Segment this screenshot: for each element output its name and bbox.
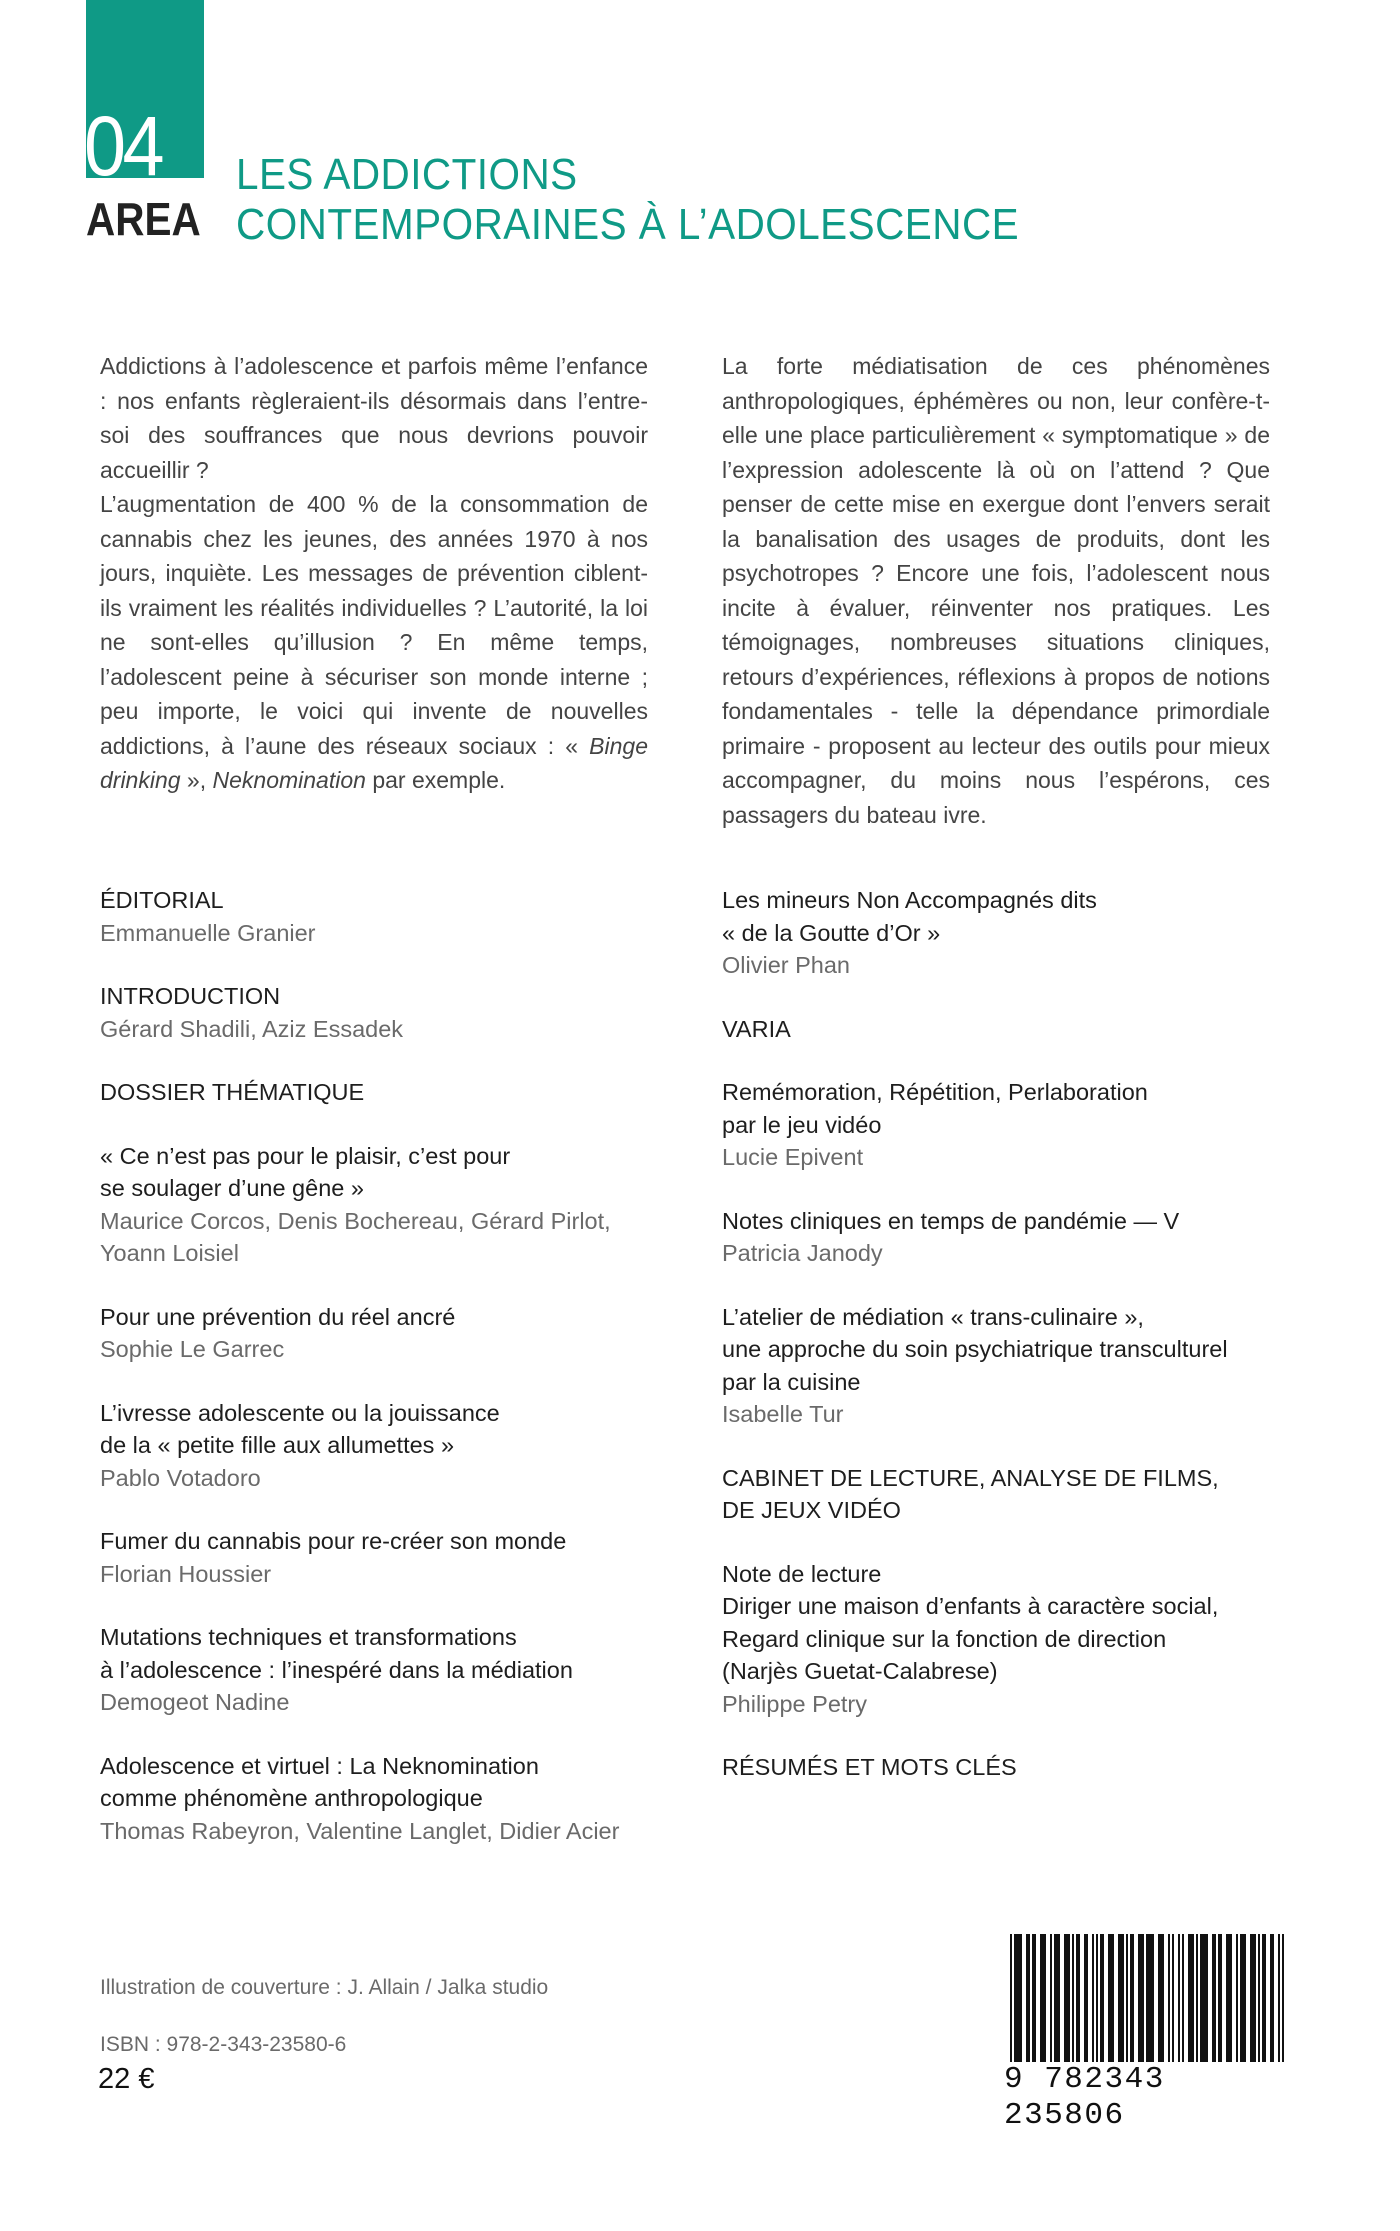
barcode-bar: [1096, 1934, 1098, 2070]
toc-section-dossier: DOSSIER THÉMATIQUE: [100, 1079, 365, 1105]
barcode-bar: [1108, 1934, 1114, 2070]
barcode-bar: [1092, 1934, 1094, 2070]
toc-entry: Remémoration, Répétition, Perlaboration par le jeu vidéo Lucie Epivent: [722, 1079, 1148, 1170]
toc-entry-introduction: INTRODUCTION Gérard Shadili, Aziz Essadek: [100, 983, 404, 1042]
toc-entry: Mutations techniques et transformations à l’adolescence : l’inespéré dans la médiation Demogeot Nadine: [100, 1624, 573, 1715]
barcode-bar: [1278, 1934, 1280, 2070]
toc-right-column: [722, 884, 1322, 1815]
barcode-bar: [1218, 1934, 1222, 2070]
title-line-2: CONTEMPORAINES À L’ADOLESCENCE: [236, 200, 1020, 249]
barcode-bar: [1188, 1934, 1194, 2070]
barcode-bar: [1168, 1934, 1170, 2070]
barcode-bar: [1236, 1934, 1238, 2070]
toc-entry: Fumer du cannabis pour re-créer son monde Florian Houssier: [100, 1528, 567, 1587]
barcode-bar: [1258, 1934, 1260, 2070]
intro-right-paragraph: La forte médiatisation de ces phénomènes anthropologiques, éphémères ou non, leur confère-t-elle une place particulièrement « symptomatique » de l’expression adolescente là où on l’attend ? Que penser de cette mise en exergue dont l’envers serait la banalisation des usages de produits, dont les psychotropes ? Encore une fois, l’adolescent nous incite à évaluer, réinventer nos pratiques. Les témoignages, nombreuses situations cliniques, retours d’expériences, réflexions à propos de notions fondamentales - telle la dépendance primordiale primaire - proposent au lecteur des outils pour mieux accompagner, du moins nous l’espérons, ces passagers du bateau ivre.: [722, 353, 1270, 828]
barcode-bar: [1262, 1934, 1266, 2070]
toc-entry: Les mineurs Non Accompagnés dits « de la Goutte d’Or » Olivier Phan: [722, 887, 1097, 978]
barcode-bar: [1100, 1934, 1104, 2070]
toc-entry: « Ce n’est pas pour le plaisir, c’est pour se soulager d’une gêne » Maurice Corcos, Denis Bochereau, Gérard Pirlot, Yoann Loisiel: [100, 1142, 611, 1266]
toc-entry: Notes cliniques en temps de pandémie — V Patricia Janody: [722, 1207, 1180, 1266]
intro-left-column: [100, 349, 648, 798]
barcode-bar: [1072, 1934, 1074, 2070]
toc-entry-editorial: ÉDITORIAL Emmanuelle Granier: [100, 887, 316, 946]
barcode-bar: [1282, 1934, 1284, 2070]
barcode-bar: [1226, 1934, 1232, 2070]
barcode-bar: [1270, 1934, 1274, 2070]
barcode-number: 9 782343 235806: [1004, 2062, 1292, 2134]
barcode-bar: [1054, 1934, 1060, 2070]
barcode-bar: [1158, 1934, 1164, 2070]
barcode-bar: [1196, 1934, 1198, 2070]
intro-right-column: [722, 349, 1270, 832]
barcode-bar: [1200, 1934, 1208, 2070]
barcode-bar: [1250, 1934, 1256, 2070]
barcode-bar: [1076, 1934, 1080, 2070]
barcode-bar: [1118, 1934, 1124, 2070]
toc-entry: Pour une prévention du réel ancré Sophie Le Garrec: [100, 1303, 456, 1362]
barcode-bar: [1014, 1934, 1022, 2070]
barcode-bar: [1084, 1934, 1088, 2070]
barcode-bar: [1172, 1934, 1174, 2070]
intro-left-paragraph-1: Addictions à l’adolescence et parfois même l’enfance : nos enfants règleraient-ils désormais dans l’entre-soi des souffrances que nous devrions pouvoir accueillir ?: [100, 353, 648, 483]
barcode-bar: [1050, 1934, 1052, 2070]
barcode-bar: [1064, 1934, 1070, 2070]
barcode-bar: [1212, 1934, 1216, 2070]
title-line-1: LES ADDICTIONS: [236, 150, 578, 199]
page-title: [236, 150, 1248, 250]
barcode-bars: [1004, 1934, 1292, 2070]
series-name: AREA: [86, 193, 201, 245]
barcode-bar: [1032, 1934, 1036, 2070]
barcode-bar: [1138, 1934, 1144, 2070]
barcode-bar: [1026, 1934, 1030, 2070]
barcode-bar: [1010, 1934, 1012, 2070]
toc-entry: Note de lecture Diriger une maison d’enfants à caractère social, Regard clinique sur la fonction de direction (Narjès Guetat-Calabrese) Philippe Petry: [722, 1560, 1219, 1717]
intro-left-paragraph-2: L’augmentation de 400 % de la consommation de cannabis chez les jeunes, des années 1970 à nos jours, inquiète. Les messages de prévention ciblent-ils vraiment les réalités individuelles ? L’autorité, la loi ne sont-elles qu’illusion ? En même temps, l’adolescent peine à sécuriser son monde interne ; peu importe, le voici qui invente de nouvelles addictions, à l’aune des réseaux sociaux : « Binge drinking », Neknomination par exemple.: [100, 491, 648, 793]
toc-section-resumes: RÉSUMÉS ET MOTS CLÉS: [722, 1754, 1017, 1780]
toc-left-column: [100, 884, 700, 1878]
price: 22 €: [98, 2063, 155, 2095]
barcode-bar: [1240, 1934, 1246, 2070]
toc-entry: L’atelier de médiation « trans-culinaire », une approche du soin psychiatrique transculturel par la cuisine Isabelle Tur: [722, 1303, 1228, 1427]
cover-credit: Illustration de couverture : J. Allain / Jalka studio: [100, 1976, 549, 1999]
barcode-bar: [1126, 1934, 1128, 2070]
isbn: ISBN : 978-2-343-23580-6: [100, 2033, 347, 2056]
toc-section-varia: VARIA: [722, 1015, 791, 1042]
toc-entry: Adolescence et virtuel : La Neknomination comme phénomène anthropologique Thomas Rabeyron, Valentine Langlet, Didier Acier: [100, 1752, 620, 1844]
barcode-bar: [1130, 1934, 1134, 2070]
issue-number: 04: [84, 99, 161, 193]
barcode-bar: [1040, 1934, 1046, 2070]
barcode-bar: [1146, 1934, 1154, 2070]
toc-entry: L’ivresse adolescente ou la jouissance de la « petite fille aux allumettes » Pablo Votadoro: [100, 1399, 500, 1491]
barcode-bar: [1178, 1934, 1180, 2070]
toc-section-cabinet: CABINET DE LECTURE, ANALYSE DE FILMS, DE JEUX VIDÉO: [722, 1464, 1219, 1523]
barcode-bar: [1182, 1934, 1184, 2070]
barcode: [1004, 1934, 1292, 2133]
